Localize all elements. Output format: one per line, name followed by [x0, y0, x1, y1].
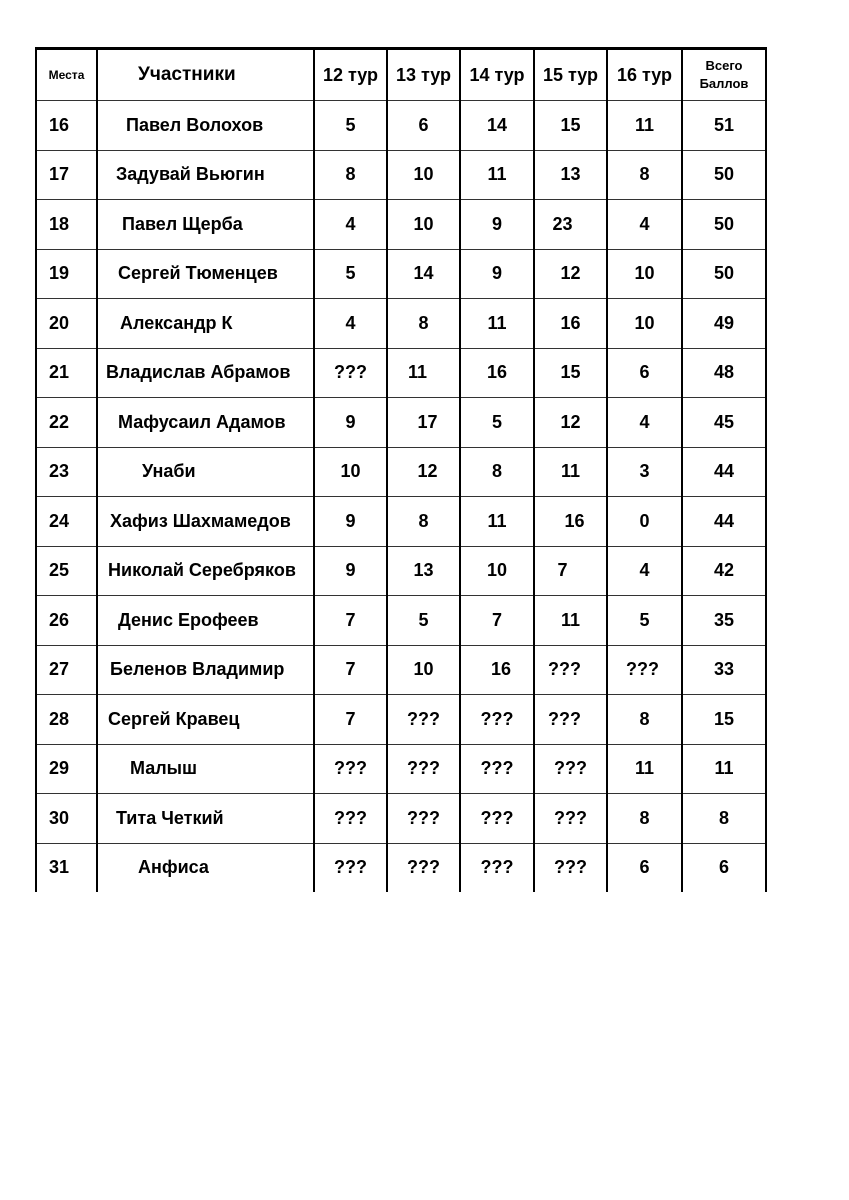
score-cell-tour-16 [607, 348, 682, 398]
score-cell-tour-16 [607, 249, 682, 299]
participant-cell [97, 645, 314, 695]
score-cell-tour-16 [607, 695, 682, 745]
score-cell-tour-15 [534, 596, 607, 646]
score-cell-tour-15 [534, 497, 607, 547]
score-value: 7 [491, 609, 502, 630]
score-value: 16 [564, 510, 585, 531]
header-tour-14: 14 тур [460, 49, 534, 101]
score-cell-tour-12 [314, 744, 387, 794]
score-cell-tour-14 [460, 645, 534, 695]
table-row [36, 249, 766, 299]
score-cell-tour-15 [534, 398, 607, 448]
score-cell-tour-12 [314, 645, 387, 695]
participant-cell [97, 299, 314, 349]
score-value: ??? [548, 708, 581, 729]
score-value: 14 [486, 114, 508, 135]
score-cell-tour-12 [314, 794, 387, 844]
score-cell-tour-15 [534, 645, 607, 695]
score-value: 12 [417, 461, 438, 482]
participant-name: Хафиз Шахмамедов [110, 510, 291, 531]
score-value: 11 [634, 758, 655, 779]
header-total [682, 49, 766, 101]
score-cell-tour-15 [534, 794, 607, 844]
total-cell: 11 [682, 744, 766, 794]
score-value: 11 [407, 362, 428, 383]
score-value: 4 [639, 213, 650, 234]
score-cell-tour-14 [460, 101, 534, 151]
score-cell-tour-13 [387, 744, 460, 794]
score-cell-tour-12 [314, 497, 387, 547]
score-value: ??? [480, 708, 514, 729]
score-value: 10 [340, 461, 361, 482]
participant-cell [97, 843, 314, 892]
score-value: ??? [334, 857, 367, 878]
score-cell-tour-14 [460, 843, 534, 892]
score-cell-tour-15 [534, 695, 607, 745]
place-cell: 16 [36, 101, 97, 151]
score-cell-tour-13 [387, 596, 460, 646]
place-cell: 18 [36, 200, 97, 250]
score-value: ??? [480, 857, 514, 878]
participant-cell [97, 596, 314, 646]
participant-cell [97, 101, 314, 151]
score-value: 23 [552, 213, 573, 234]
place-cell: 17 [36, 150, 97, 200]
score-cell-tour-14 [460, 200, 534, 250]
table-row [36, 150, 766, 200]
total-cell: 8 [682, 794, 766, 844]
table-row [36, 497, 766, 547]
total-cell: 44 [682, 497, 766, 547]
score-value: 9 [345, 510, 356, 531]
score-cell-tour-13 [387, 546, 460, 596]
score-cell-tour-16 [607, 546, 682, 596]
score-cell-tour-12 [314, 546, 387, 596]
table-row [36, 101, 766, 151]
place-cell: 19 [36, 249, 97, 299]
table-row [36, 299, 766, 349]
table-row [36, 398, 766, 448]
participant-name: Мафусаил Адамов [118, 411, 286, 432]
score-value: 10 [634, 263, 655, 284]
score-cell-tour-16 [607, 596, 682, 646]
score-cell-tour-16 [607, 645, 682, 695]
total-cell: 33 [682, 645, 766, 695]
header-row [36, 49, 766, 101]
score-value: ??? [407, 857, 440, 878]
header-tour-15: 15 тур [534, 49, 607, 101]
score-value: 11 [560, 609, 581, 630]
header-tour-13: 13 тур [387, 49, 460, 101]
score-cell-tour-12 [314, 348, 387, 398]
score-cell-tour-14 [460, 299, 534, 349]
participant-name: Беленов Владимир [110, 659, 285, 680]
score-cell-tour-15 [534, 150, 607, 200]
score-value: 9 [491, 213, 502, 234]
total-cell: 35 [682, 596, 766, 646]
score-cell-tour-16 [607, 744, 682, 794]
score-cell-tour-16 [607, 101, 682, 151]
table-row [36, 843, 766, 892]
score-cell-tour-16 [607, 200, 682, 250]
score-cell-tour-12 [314, 843, 387, 892]
total-cell: 44 [682, 447, 766, 497]
score-cell-tour-14 [460, 794, 534, 844]
standings-table [35, 47, 767, 892]
score-cell-tour-13 [387, 695, 460, 745]
participant-name: Александр К [120, 312, 233, 333]
score-value: 6 [639, 857, 650, 878]
participant-cell [97, 744, 314, 794]
score-value: 5 [418, 609, 429, 630]
place-cell: 27 [36, 645, 97, 695]
score-value: ??? [626, 659, 659, 680]
score-cell-tour-15 [534, 348, 607, 398]
score-value: ??? [334, 758, 367, 779]
score-value: ??? [334, 807, 367, 828]
score-cell-tour-14 [460, 348, 534, 398]
score-cell-tour-16 [607, 447, 682, 497]
place-cell: 31 [36, 843, 97, 892]
score-cell-tour-12 [314, 695, 387, 745]
score-value: 15 [560, 114, 581, 135]
score-value: 17 [417, 411, 438, 432]
score-value: ??? [548, 659, 581, 680]
score-value: 5 [345, 114, 356, 135]
score-cell-tour-16 [607, 497, 682, 547]
score-cell-tour-14 [460, 249, 534, 299]
participant-cell [97, 497, 314, 547]
participant-cell [97, 249, 314, 299]
score-cell-tour-13 [387, 200, 460, 250]
score-value: 10 [413, 164, 434, 185]
score-value: 6 [639, 362, 650, 383]
score-value: ??? [554, 857, 587, 878]
participant-cell [97, 200, 314, 250]
participant-cell [97, 447, 314, 497]
standings-sheet [35, 47, 765, 892]
score-cell-tour-15 [534, 546, 607, 596]
place-cell: 30 [36, 794, 97, 844]
score-cell-tour-16 [607, 398, 682, 448]
table-row [36, 596, 766, 646]
participant-name: Задувай Вьюгин [116, 164, 265, 185]
score-cell-tour-13 [387, 299, 460, 349]
score-cell-tour-14 [460, 744, 534, 794]
score-value: 10 [486, 560, 508, 581]
score-cell-tour-12 [314, 398, 387, 448]
total-cell: 50 [682, 200, 766, 250]
score-value: 8 [418, 312, 429, 333]
table-row [36, 447, 766, 497]
score-value: 4 [345, 312, 356, 333]
score-value: 4 [345, 213, 356, 234]
place-cell: 28 [36, 695, 97, 745]
score-cell-tour-15 [534, 447, 607, 497]
score-value: 8 [491, 461, 502, 482]
participant-cell [97, 794, 314, 844]
score-cell-tour-13 [387, 348, 460, 398]
score-value: 16 [486, 362, 508, 383]
score-value: 0 [639, 510, 650, 531]
total-cell: 50 [682, 150, 766, 200]
place-cell: 25 [36, 546, 97, 596]
score-cell-tour-14 [460, 150, 534, 200]
score-value: 12 [560, 411, 581, 432]
score-cell-tour-13 [387, 794, 460, 844]
score-value: ??? [554, 807, 587, 828]
score-value: 16 [490, 659, 512, 680]
score-cell-tour-13 [387, 497, 460, 547]
score-cell-tour-12 [314, 200, 387, 250]
total-cell: 50 [682, 249, 766, 299]
header-total-line1: Всего [705, 58, 743, 73]
score-value: 5 [491, 411, 502, 432]
place-cell: 22 [36, 398, 97, 448]
total-cell: 42 [682, 546, 766, 596]
header-tour-16: 16 тур [607, 49, 682, 101]
score-cell-tour-13 [387, 843, 460, 892]
score-value: 10 [634, 312, 655, 333]
score-value: 16 [560, 312, 581, 333]
place-cell: 29 [36, 744, 97, 794]
score-cell-tour-14 [460, 695, 534, 745]
header-place: Места [36, 49, 97, 101]
score-value: 11 [487, 510, 507, 531]
score-value: 11 [487, 164, 507, 185]
score-value: 10 [413, 213, 434, 234]
participant-cell [97, 150, 314, 200]
score-cell-tour-12 [314, 596, 387, 646]
score-cell-tour-14 [460, 596, 534, 646]
header-total-line2: Баллов [699, 76, 749, 91]
score-cell-tour-16 [607, 299, 682, 349]
score-cell-tour-14 [460, 497, 534, 547]
score-cell-tour-14 [460, 546, 534, 596]
score-cell-tour-12 [314, 101, 387, 151]
score-value: ??? [480, 758, 514, 779]
score-value: 13 [413, 560, 434, 581]
score-cell-tour-15 [534, 744, 607, 794]
score-value: 8 [639, 164, 650, 185]
score-value: 7 [557, 560, 568, 581]
place-cell: 23 [36, 447, 97, 497]
score-cell-tour-13 [387, 645, 460, 695]
score-value: 9 [345, 560, 356, 581]
participant-name: Павел Волохов [126, 114, 264, 135]
score-value: 11 [560, 461, 581, 482]
participant-name: Сергей Тюменцев [118, 263, 278, 284]
total-cell: 51 [682, 101, 766, 151]
score-value: 6 [418, 114, 429, 135]
table-row [36, 348, 766, 398]
score-value: 7 [345, 708, 356, 729]
score-cell-tour-15 [534, 101, 607, 151]
score-value: 8 [345, 164, 356, 185]
score-cell-tour-13 [387, 150, 460, 200]
score-cell-tour-13 [387, 447, 460, 497]
score-value: ??? [334, 362, 367, 383]
score-value: 11 [634, 114, 655, 135]
score-value: 14 [413, 263, 434, 284]
score-cell-tour-12 [314, 249, 387, 299]
score-cell-tour-12 [314, 299, 387, 349]
score-value: 8 [639, 807, 650, 828]
place-cell: 21 [36, 348, 97, 398]
score-value: ??? [407, 807, 440, 828]
score-value: ??? [407, 758, 440, 779]
participant-cell [97, 546, 314, 596]
score-cell-tour-16 [607, 150, 682, 200]
score-value: 11 [487, 312, 507, 333]
header-participants: Участники [97, 49, 314, 101]
header-tour-12: 12 тур [314, 49, 387, 101]
participant-name: Анфиса [138, 857, 209, 878]
score-cell-tour-15 [534, 843, 607, 892]
score-value: 12 [560, 263, 581, 284]
score-cell-tour-14 [460, 398, 534, 448]
score-cell-tour-13 [387, 101, 460, 151]
table-row [36, 695, 766, 745]
participant-name: Владислав Абрамов [106, 362, 291, 383]
participant-cell [97, 348, 314, 398]
participant-name: Николай Серебряков [108, 560, 296, 581]
participant-name: Тита Четкий [116, 807, 224, 828]
score-cell-tour-16 [607, 843, 682, 892]
score-cell-tour-12 [314, 447, 387, 497]
total-cell: 45 [682, 398, 766, 448]
score-cell-tour-15 [534, 249, 607, 299]
score-value: 7 [345, 659, 356, 680]
score-value: ??? [480, 807, 514, 828]
participant-name: Денис Ерофеев [118, 609, 259, 630]
total-cell: 6 [682, 843, 766, 892]
place-cell: 24 [36, 497, 97, 547]
score-value: 9 [491, 263, 502, 284]
score-value: 7 [345, 609, 356, 630]
participant-cell [97, 695, 314, 745]
total-cell: 49 [682, 299, 766, 349]
place-cell: 26 [36, 596, 97, 646]
participant-name: Сергей Кравец [108, 708, 240, 729]
score-cell-tour-15 [534, 299, 607, 349]
score-value: 8 [639, 708, 650, 729]
score-value: 8 [418, 510, 429, 531]
participant-name: Павел Щерба [122, 213, 243, 234]
score-value: 3 [639, 461, 650, 482]
table-row [36, 794, 766, 844]
participant-name: Унаби [142, 461, 196, 482]
table-row [36, 645, 766, 695]
table-row [36, 744, 766, 794]
score-value: 4 [639, 411, 650, 432]
score-value: 9 [345, 411, 356, 432]
score-value: ??? [554, 758, 587, 779]
score-value: 5 [639, 609, 650, 630]
score-value: 15 [560, 362, 581, 383]
score-cell-tour-13 [387, 398, 460, 448]
score-value: 10 [413, 659, 434, 680]
table-row [36, 200, 766, 250]
score-cell-tour-15 [534, 200, 607, 250]
score-cell-tour-14 [460, 447, 534, 497]
total-cell: 15 [682, 695, 766, 745]
table-row [36, 546, 766, 596]
score-value: ??? [407, 708, 440, 729]
total-cell: 48 [682, 348, 766, 398]
score-cell-tour-13 [387, 249, 460, 299]
score-value: 5 [345, 263, 356, 284]
participant-cell [97, 398, 314, 448]
participant-name: Малыш [130, 758, 198, 779]
place-cell: 20 [36, 299, 97, 349]
score-value: 13 [560, 164, 581, 185]
score-cell-tour-16 [607, 794, 682, 844]
score-value: 4 [639, 560, 650, 581]
score-cell-tour-12 [314, 150, 387, 200]
